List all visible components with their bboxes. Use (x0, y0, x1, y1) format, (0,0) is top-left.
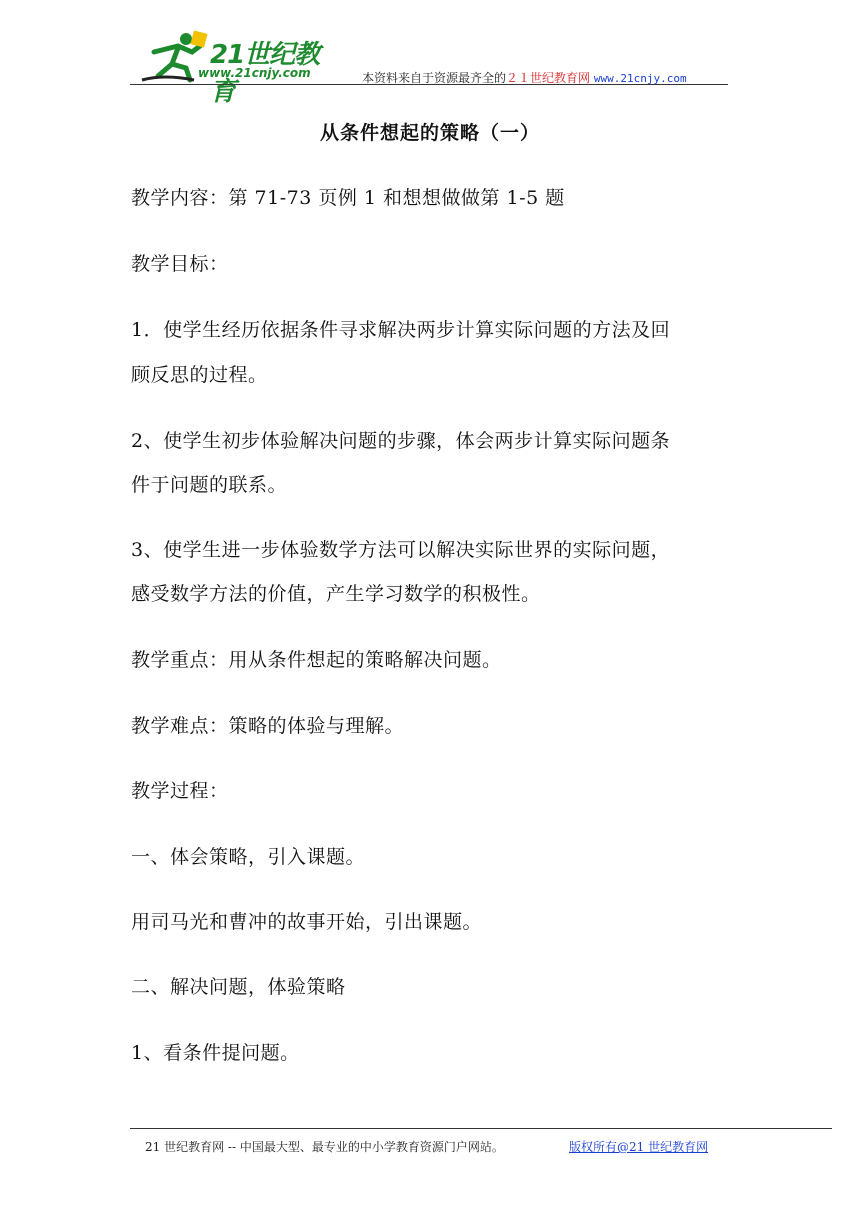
goal-1-line-2: 顾反思的过程。 (131, 364, 268, 386)
header-divider (130, 84, 728, 85)
teaching-process-heading: 教学过程： (131, 780, 229, 802)
header-brand-link[interactable]: ２１世纪教育网 (506, 71, 591, 85)
teaching-focus-line: 教学重点：用从条件想起的策略解决问题。 (131, 649, 502, 671)
teaching-goals-heading: 教学目标： (131, 253, 229, 275)
footer-copyright-link[interactable]: 版权所有@21 世纪教育网 (569, 1140, 709, 1154)
goal-3-line-1: 3、使学生进一步体验数学方法可以解决实际世界的实际问题， (131, 539, 671, 561)
goal-1-line-1: 1．使学生经历依据条件寻求解决两步计算实际问题的方法及回 (131, 319, 671, 341)
page-header (130, 28, 730, 107)
header-note-prefix: 本资料来自于资源最齐全的 (362, 71, 507, 85)
document-title: 从条件想起的策略（一） (319, 122, 540, 144)
section-1-text: 用司马光和曹冲的故事开始，引出课题。 (131, 911, 483, 933)
logo-wordmark: 21世纪教育 (210, 40, 320, 107)
footer-text: 21 世纪教育网 -- 中国最大型、最专业的中小学教育资源门户网站。 (145, 1140, 504, 1154)
teaching-difficulty-line: 教学难点：策略的体验与理解。 (131, 715, 405, 737)
goal-2-line-2: 件于问题的联系。 (131, 474, 288, 496)
goal-3-line-2: 感受数学方法的价值，产生学习数学的积极性。 (131, 583, 541, 605)
footer-divider (130, 1128, 832, 1129)
section-2-heading: 二、解决问题，体验策略 (131, 976, 346, 998)
step-1-line: 1、看条件提问题。 (131, 1042, 300, 1064)
teaching-content-line: 教学内容：第 71-73 页例 1 和想想做做第 1-5 题 (131, 187, 565, 209)
section-1-heading: 一、体会策略，引入课题。 (131, 846, 366, 868)
goal-2-line-1: 2、使学生初步体验解决问题的步骤，体会两步计算实际问题条 (131, 430, 671, 452)
header-url-link[interactable]: www.21cnjy.com (593, 72, 687, 85)
logo-url: www.21cnjy.com (198, 66, 311, 80)
site-logo[interactable] (134, 30, 334, 107)
